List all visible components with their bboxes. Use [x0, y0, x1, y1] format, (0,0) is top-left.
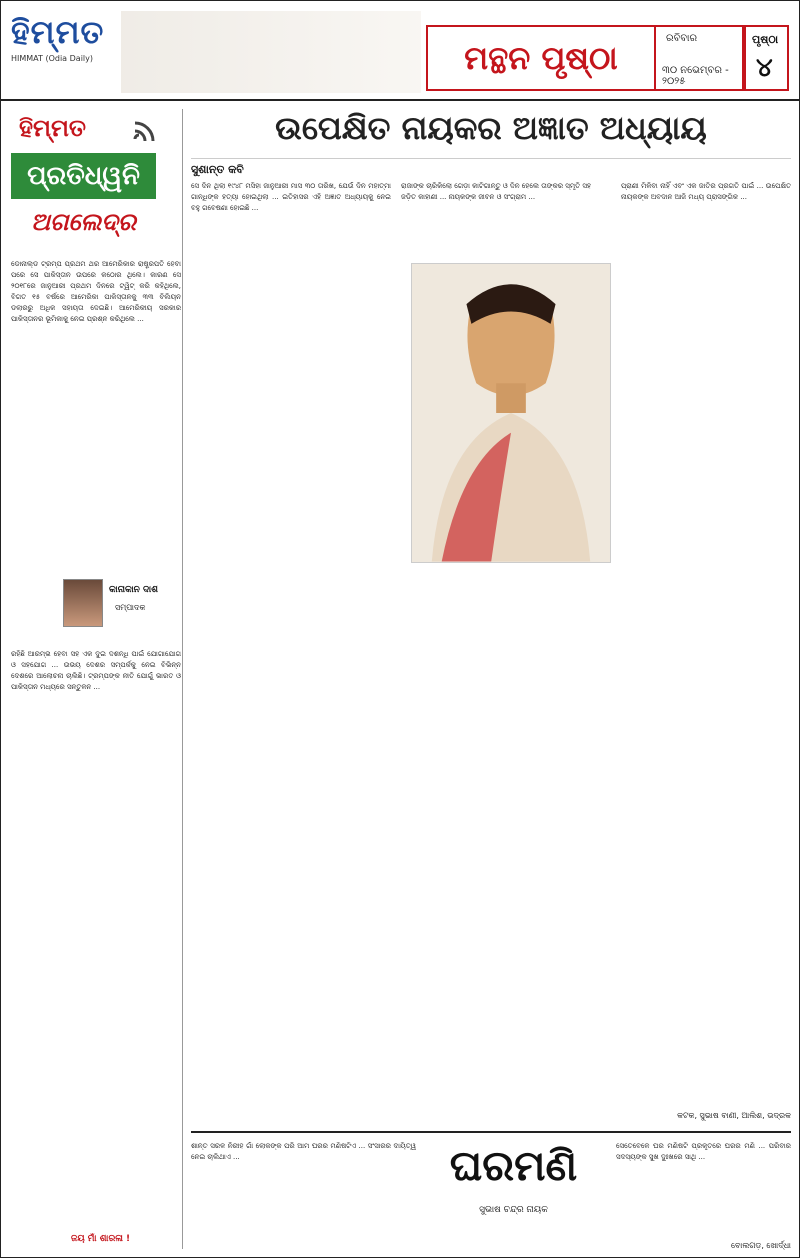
- story2-footnote: ବୋଲଗଡ଼, ଖୋର୍ଦ୍ଧା: [731, 1241, 791, 1250]
- column-signoff: ଜୟ ମାଁ ଶାରଳା !: [71, 1234, 131, 1244]
- page-number-box: [744, 25, 789, 91]
- story2-headline: ଘରମଣି: [449, 1141, 578, 1190]
- author-photo: [63, 579, 103, 627]
- editorial-column: [11, 109, 183, 1249]
- portrait-illustration: [411, 263, 611, 563]
- story1-headline: ଉପେକ୍ଷିତ ନାୟକର ଅଜ୍ଞାତ ଅଧ୍ୟାୟ: [191, 109, 791, 159]
- column-body-1: ଡୋନାଲ୍ଡ ଟ୍ରମ୍ପ ପ୍ରଥମ ଥର ଆମେରିକାର ରାଷ୍ଟ୍ରପତି ହେବା ପରେ ସେ ପାକିସ୍ତାନ ଉପରେ କଠୋର ଥିଲେ। କାରଣ ସେ ୨୦୧୮ରେ ଜାନୁଆରୀ ପ୍ରଥମ ଦିନରେ ଟ୍ୱିଟ୍ କରି କହିଥିଲେ, ବିଗତ ୧୫ ବର୍ଷରେ ଆମେରିକା ପାକିସ୍ତାନକୁ ୩୩ ବିଲିୟନ ଡଲାରରୁ ଅଧିକ ସହାୟତା ଦେଇଛି। ଆମେରିକୀୟ ସରକାର ପାକିସ୍ତାନର ଭୂମିକାକୁ ନେଇ ପ୍ରଶ୍ନ କରିଥିଲେ ...: [11, 260, 181, 323]
- author-name: କାନାକାନ ଦାଶ: [109, 585, 158, 595]
- author-box: [11, 579, 183, 639]
- story2-byline: ସୁଭାଷ ଚନ୍ଦ୍ର ନାୟକ: [479, 1205, 548, 1215]
- story1-column-3: ପ୍ରାଣୀ ମିଳିବା ନାହିଁ ଏବଂ ଏକ ଜାତିର ପ୍ରଗତି ପାଇଁ ... ଉପେକ୍ଷିତ ନାୟକଙ୍କ ଅବଦାନ ଆଜି ମଧ୍ୟ ପ୍ରାସଙ୍ଗିକ ...: [621, 182, 791, 201]
- author-role: ସମ୍ପାଦକ: [115, 603, 146, 612]
- date-box: [656, 25, 744, 91]
- masthead: [1, 1, 800, 101]
- day: ରବିବାର: [666, 33, 698, 44]
- column-body-2: ରହିଛି ଆରମ୍ଭ ହେବା ସହ ଏକ ଦୁଇ ଦଶନ୍ଧି ପାଇଁ ଯୋଗାଯୋଗ ଓ ସହଯୋଗ ... ଉଭୟ ଦେଶର ସମ୍ପର୍କକୁ ନେଇ ବିଭିନ୍ନ ଦେଶରେ ଆଲୋଚନା ଚାଲିଛି। ଟ୍ରମ୍ପଙ୍କ ନୀତି ଯୋଗୁଁ ଭାରତ ଓ ପାକିସ୍ତାନ ମଧ୍ୟରେ ସନ୍ତୁଳନ ...: [11, 650, 181, 691]
- story1-column-1: ସେ ଦିନ ଥିଲା ୧୯୪୮ ମସିହା ଜାନୁଆରୀ ମାସ ୩୦ ତାରିଖ, ଯେଉଁ ଦିନ ମହାତ୍ମା ଗାନ୍ଧିଙ୍କ ହତ୍ୟା ହୋଇଥିଲା ... ଇତିହାସର ଏହି ଅଜ୍ଞାତ ଅଧ୍ୟାୟକୁ ନେଇ ବହୁ ଗବେଷଣା ହୋଇଛି ...: [191, 182, 391, 212]
- section-banner: ମନ୍ଥନ ପୃଷ୍ଠା: [426, 25, 656, 91]
- logo-subtitle: HIMMAT (Odia Daily): [11, 54, 93, 63]
- column-logo: [11, 109, 182, 244]
- date: ୩୦ ନଭେମ୍ବର - ୨୦୨୫: [662, 65, 729, 87]
- column-logo-line2: ପ୍ରତିଧ୍ୱନି: [11, 153, 156, 199]
- story1-footnote: କଟକ, ସୁଭାଷ ବାଣୀ, ଆଲିଶ, ଭଦ୍ରକ: [677, 1111, 791, 1120]
- divider: [191, 1131, 791, 1133]
- column-logo-line1: ହିମ୍ମତ: [19, 113, 87, 142]
- decorative-paper-image: [121, 11, 421, 93]
- logo-text: ହିମ୍ମତ: [11, 13, 105, 51]
- newspaper-logo: [11, 13, 116, 93]
- story2-column-2: ସେତେବେଳେ ଘର ମଣିଷଟି ପ୍ରକୃତରେ ଘରର ମଣି ... ପରିବାର ସଦସ୍ୟଙ୍କ ସୁଖ ଦୁଃଖରେ ସାଥି ...: [616, 1142, 791, 1161]
- page-number: ୪: [756, 53, 773, 83]
- page-label: ପୃଷ୍ଠା: [752, 33, 779, 46]
- story1-byline: ସୁଶାନ୍ତ କବି: [191, 163, 244, 176]
- column-logo-line3: ଅଗଲେଦ୍ର: [31, 207, 136, 236]
- story2-column-1: ଶାନ୍ତ ସରଳ ନିରୀହ ଗାଁ ଲୋକଙ୍କ ପରି ଆମ ଘରର ମଣିଷଟିଏ ... ସଂସାରର ଦାୟିତ୍ୱ ନେଇ ଚାଲିଥାଏ ...: [191, 1142, 416, 1161]
- story1-column-2a: ରାଜାଙ୍କ ଚାରିକିଲୋ ଗେଡ଼ା କାଟିଗାନ୍ତୁ ଓ ଦିନ ହେଲେ ତାଙ୍କର ସ୍ମୃତି ସହ ଜଡ଼ିତ କାହାଣୀ ... ନାୟକଙ୍କ ଜୀବନ ଓ ସଂଗ୍ରାମ ...: [401, 182, 591, 201]
- signal-icon: [131, 113, 171, 143]
